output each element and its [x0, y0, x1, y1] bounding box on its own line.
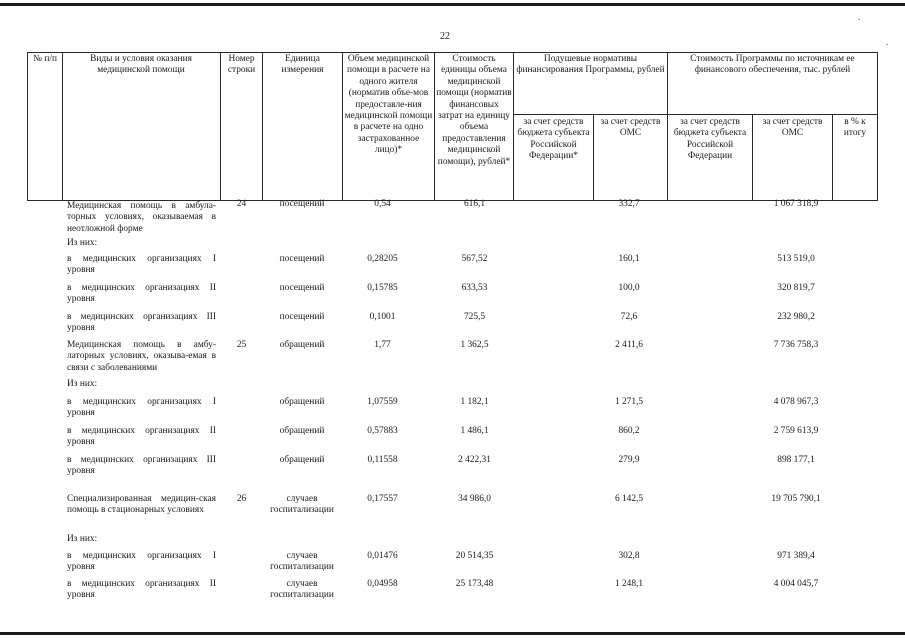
row-per-capita-oms: 100,0	[618, 283, 640, 293]
row-cost-oms: 4 004 045,7	[773, 579, 819, 589]
row-description: в медицинских организациях II уровня	[67, 426, 216, 448]
row-unit: обращений	[279, 340, 325, 350]
row-unit-cost: 1 182,1	[460, 397, 489, 407]
row-cost-oms: 320 819,7	[777, 283, 815, 293]
row-unit-cost: 725,5	[463, 312, 486, 322]
row-per-capita-oms: 72,6	[620, 312, 638, 322]
row-unit-cost: 1 486,1	[460, 426, 489, 436]
header-volume: Объем медицинской помощи в расчете на одного жителя (норматив объе-мов предоставле-ния медицинской помощи в расчете на одно застрахованное лицо)*	[344, 54, 433, 156]
header-row-number: Номер строки	[227, 54, 256, 76]
row-unit-cost: 25 173,48	[455, 579, 494, 589]
row-per-capita-oms: 6 142,5	[614, 494, 644, 504]
row-description: в медицинских организациях II уровня	[67, 579, 216, 601]
row-cost-oms: 971 389,4	[777, 551, 815, 561]
row-per-capita-oms: 279,9	[618, 455, 640, 465]
row-unit: обращений	[279, 455, 325, 465]
row-cost-oms: 232 980,2	[777, 312, 815, 322]
header-types: Виды и условия оказания медицинской помощи	[90, 54, 192, 76]
row-description: Из них:	[67, 534, 98, 544]
row-cost-oms: 1 067 318,9	[773, 199, 819, 209]
row-per-capita-oms: 332,7	[618, 199, 640, 209]
page-number: 22	[440, 31, 450, 42]
row-volume: 0,11558	[367, 455, 398, 465]
row-unit-cost: 616,1	[463, 199, 486, 209]
header-cost-oms: за счет средств ОМС	[762, 117, 823, 139]
row-unit: случаев госпитализации	[270, 494, 334, 516]
row-description: Медицинская помощь в амбу-латорных условиях, оказыва-емая в связи с заболеваниями	[67, 340, 216, 373]
row-cost-oms: 2 759 613,9	[773, 426, 819, 436]
row-per-capita-oms: 1 248,1	[614, 579, 644, 589]
row-description: Из них:	[67, 379, 98, 389]
row-cost-oms: 4 078 967,3	[773, 397, 819, 407]
header-per-capita-oms: за счет средств ОМС	[600, 117, 661, 139]
row-unit: посещений	[279, 283, 325, 293]
header-cost-percent: в % к итогу	[843, 117, 867, 139]
row-unit: случаев госпитализации	[270, 551, 334, 573]
row-volume: 0,17557	[367, 494, 398, 504]
row-description: в медицинских организациях III уровня	[67, 455, 216, 477]
row-per-capita-oms: 860,2	[618, 426, 640, 436]
row-description: в медицинских организациях I уровня	[67, 551, 216, 573]
header-per-capita-budget: за счет средств бюджета субъекта Российской Федерации*	[517, 117, 590, 162]
row-cost-oms: 19 705 790,1	[771, 494, 821, 504]
row-cost-oms: 7 736 758,3	[773, 340, 819, 350]
row-number: 24	[236, 199, 247, 209]
scan-speck: .	[886, 37, 889, 47]
row-number: 25	[236, 340, 247, 350]
row-unit-cost: 633,53	[461, 283, 488, 293]
row-description: Специализированная медицин-ская помощь в стационарных условиях	[67, 494, 216, 516]
row-description: в медицинских организациях III уровня	[67, 312, 216, 334]
row-unit: посещений	[279, 312, 325, 322]
row-volume: 0,1001	[369, 312, 396, 322]
header-cost: Стоимость единицы объема медицинской помощи (норматив финансовых затрат на единицу объема предоставления медицинской помощи), рублей*	[436, 54, 512, 167]
row-unit-cost: 567,52	[461, 254, 488, 264]
row-description: в медицинских организациях I уровня	[67, 397, 216, 419]
scan-speck: .	[858, 12, 861, 22]
row-volume: 0,01476	[367, 551, 398, 561]
top-border	[0, 3, 905, 6]
row-unit-cost: 1 362,5	[460, 340, 489, 350]
row-unit-cost: 2 422,31	[458, 455, 491, 465]
header-program-cost: Стоимость Программы по источникам ее финансового обеспечения, тыс. рублей	[690, 54, 855, 76]
row-volume: 0,28205	[367, 254, 398, 264]
row-unit-cost: 20 514,35	[455, 551, 494, 561]
row-volume: 0,54	[374, 199, 391, 209]
bottom-border	[0, 632, 905, 635]
row-cost-oms: 898 177,1	[777, 455, 815, 465]
row-cost-oms: 513 519,0	[777, 254, 815, 264]
header-num: № п/п	[33, 54, 57, 64]
row-volume: 0,04958	[367, 579, 398, 589]
row-per-capita-oms: 160,1	[618, 254, 640, 264]
row-unit-cost: 34 986,0	[458, 494, 491, 504]
row-description: Из них:	[67, 238, 98, 248]
row-per-capita-oms: 2 411,6	[615, 340, 643, 350]
row-unit: обращений	[279, 397, 325, 407]
row-volume: 0,57883	[367, 426, 398, 436]
row-volume: 0,15785	[367, 283, 398, 293]
header-unit: Единица измерения	[281, 54, 324, 76]
row-description: Медицинская помощь в амбула-торных условиях, оказываемая в неотложной форме	[67, 201, 216, 234]
row-volume: 1,77	[374, 340, 391, 350]
row-per-capita-oms: 302,8	[618, 551, 640, 561]
row-per-capita-oms: 1 271,5	[614, 397, 644, 407]
row-unit: случаев госпитализации	[270, 579, 334, 601]
row-description: в медицинских организациях II уровня	[67, 283, 216, 305]
row-description: в медицинских организациях I уровня	[67, 254, 216, 276]
header-cost-budget: за счет средств бюджета субъекта Российской Федерации	[673, 117, 747, 162]
row-unit: посещений	[279, 254, 325, 264]
row-unit: посещений	[279, 199, 325, 209]
row-volume: 1,07559	[367, 397, 398, 407]
header-per-capita: Подушевые нормативы финансирования Программы, рублей	[516, 54, 665, 76]
row-number: 26	[236, 494, 247, 504]
row-unit: обращений	[279, 426, 325, 436]
